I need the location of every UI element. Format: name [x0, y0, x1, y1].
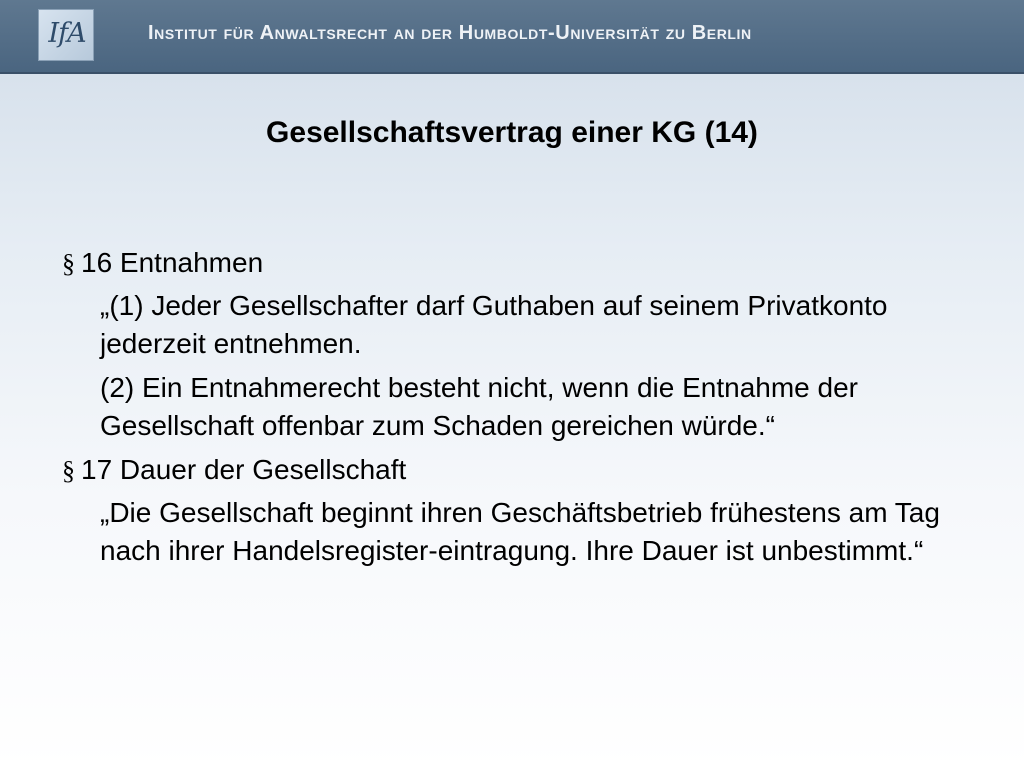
paragraph-16-2: (2) Ein Entnahmerecht besteht nicht, wenn die Entnahme der Gesellschaft offenbar zum Schaden gereichen würde.“: [100, 372, 858, 441]
logo-text: IfA: [48, 18, 86, 49]
institute-logo: [38, 9, 94, 61]
institute-name: Institut für Anwaltsrecht an der Humboldt-Universität zu Berlin: [148, 22, 752, 44]
slide-title: Gesellschaftsvertrag einer KG (14): [266, 116, 758, 149]
section-heading-17: [62, 451, 942, 490]
section-heading-text: 16 Entnahmen: [81, 247, 264, 278]
paragraph-16-1: „(1) Jeder Gesellschafter darf Guthaben auf seinem Privatkonto jederzeit entnehmen.: [100, 290, 888, 359]
section-sign: §: [62, 249, 75, 278]
section-sign: §: [62, 456, 75, 485]
section-heading-text: 17 Dauer der Gesellschaft: [81, 454, 407, 485]
section-heading-16: [62, 244, 942, 283]
paragraph-17-1: „Die Gesellschaft beginnt ihren Geschäftsbetrieb frühestens am Tag nach ihrer Handelsregister-eintragung. Ihre Dauer ist unbestimmt.“: [100, 497, 940, 566]
header-bar: [0, 0, 1024, 74]
slide-content: [62, 244, 942, 576]
